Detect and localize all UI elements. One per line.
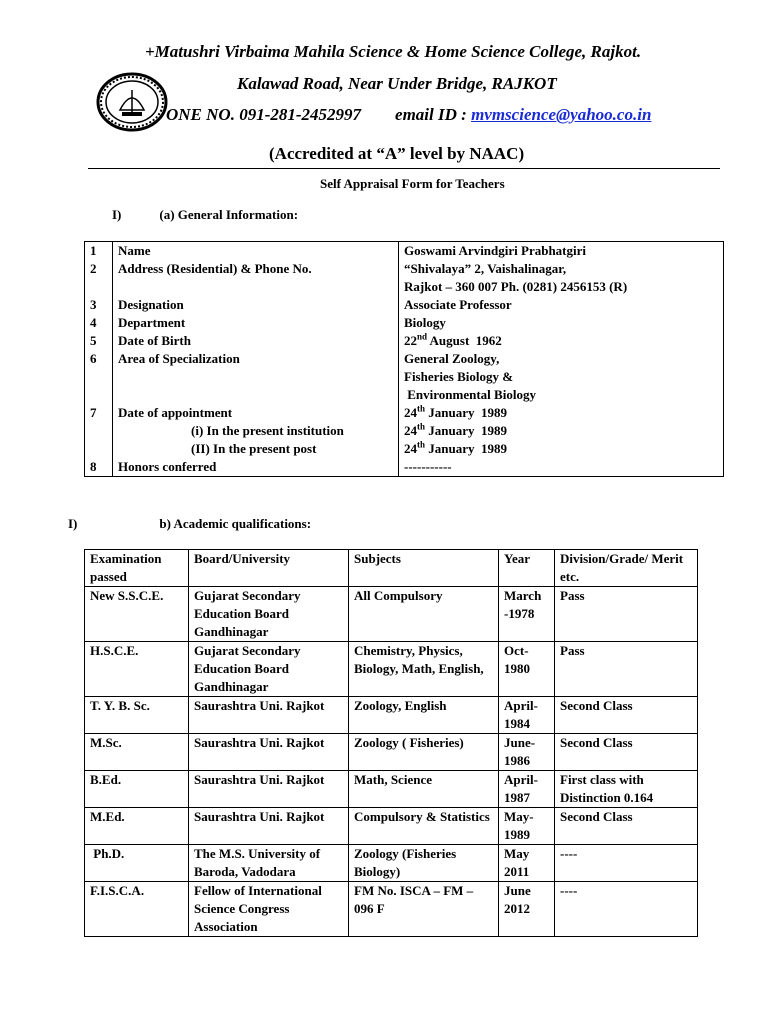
cell-division: ---- [555,882,698,937]
cell-division: Pass [555,587,698,642]
row-label: Designation [113,296,399,314]
row-number: 7 [85,404,113,422]
row-label: Name [113,242,399,261]
cell-subjects: Compulsory & Statistics [349,808,499,845]
row-value: Associate Professor [404,297,512,312]
cell-year: May-1989 [499,808,555,845]
cell-year: Oct-1980 [499,642,555,697]
academic-table [84,549,698,937]
cell-division: Pass [555,642,698,697]
cell-subjects: FM No. ISCA – FM – 096 F [349,882,499,937]
date-suffix: th [417,439,426,450]
table-row [85,808,698,845]
section-number: I) [68,516,78,531]
row-label: (i) In the present institution [113,422,399,440]
cell-board: Gujarat Secondary Education Board Gandhinagar [189,642,349,697]
cell-board: Fellow of International Science Congress Association [189,882,349,937]
row-value [399,440,724,458]
date-rest: January 1989 [425,405,507,420]
row-number: 5 [85,332,113,350]
row-label: Date of Birth [113,332,399,350]
value-line: Rajkot – 360 007 Ph. (0281) 2456153 (R) [404,279,628,294]
general-info-table [84,241,724,477]
date-suffix: th [417,421,426,432]
header-cell: Subjects [349,550,499,587]
row-value [399,404,724,422]
row-number: 6 [85,350,113,404]
row-number: 4 [85,314,113,332]
cell-year: May 2011 [499,845,555,882]
value-line: General Zoology, [404,351,500,366]
cell-board: Saurashtra Uni. Rajkot [189,697,349,734]
table-row [85,882,698,937]
value-line: Environmental Biology [404,387,536,402]
row-value [399,422,724,440]
cell-year: June-1986 [499,734,555,771]
date-rest: January 1989 [425,423,507,438]
table-row [85,296,724,314]
email-link[interactable]: mvmscience@yahoo.co.in [471,105,652,124]
row-label: (II) In the present post [113,440,399,458]
section-title: (a) General Information: [159,207,299,222]
table-row [85,587,698,642]
cell-exam: T. Y. B. Sc. [85,697,189,734]
cell-board: The M.S. University of Baroda, Vadodara [189,845,349,882]
row-number [85,440,113,458]
cell-division: Second Class [555,808,698,845]
cell-division: First class with Distinction 0.164 [555,771,698,808]
value-line: “Shivalaya” 2, Vaishalinagar, [404,261,567,276]
cell-year: April-1984 [499,697,555,734]
cell-subjects: Chemistry, Physics, Biology, Math, English, [349,642,499,697]
cell-exam: M.Ed. [85,808,189,845]
college-name: +Matushri Virbaima Mahila Science & Home Science College, Rajkot. [145,42,642,61]
table-row [85,697,698,734]
row-value: Biology [404,315,446,330]
date-rest: January 1989 [425,441,507,456]
header-cell: Examination passed [85,550,189,587]
row-number: 3 [85,296,113,314]
cell-year: April-1987 [499,771,555,808]
email-label: email ID : [395,105,472,124]
table-row [85,332,724,350]
row-value [399,332,724,350]
section-general-heading [112,207,298,223]
cell-exam: M.Sc. [85,734,189,771]
header-divider [88,168,720,169]
accreditation: (Accredited at “A” level by NAAC) [269,144,525,163]
table-row [85,845,698,882]
table-row [85,734,698,771]
section-number: I) [112,207,122,222]
row-number: 1 [85,242,113,261]
table-header-row [85,550,698,587]
table-row [85,422,724,440]
table-row [85,440,724,458]
cell-division: Second Class [555,697,698,734]
section-academic-heading [68,516,311,532]
cell-exam: F.I.S.C.A. [85,882,189,937]
table-row [85,458,724,477]
college-address: Kalawad Road, Near Under Bridge, RAJKOT [237,74,557,93]
row-number: 2 [85,260,113,296]
cell-exam: Ph.D. [85,845,189,882]
date-suffix: nd [417,331,428,342]
row-number [85,422,113,440]
cell-exam: B.Ed. [85,771,189,808]
contact-line [166,105,651,125]
header-cell: Year [499,550,555,587]
table-row [85,260,724,296]
cell-subjects: Zoology ( Fisheries) [349,734,499,771]
cell-subjects: Math, Science [349,771,499,808]
cell-board: Saurashtra Uni. Rajkot [189,808,349,845]
table-row [85,404,724,422]
date-rest: August 1962 [427,333,502,348]
row-label: Department [113,314,399,332]
cell-exam: H.S.C.E. [85,642,189,697]
cell-subjects: Zoology (Fisheries Biology) [349,845,499,882]
section-title: b) Academic qualifications: [159,516,312,531]
row-label: Address (Residential) & Phone No. [113,260,399,296]
cell-exam: New S.S.C.E. [85,587,189,642]
form-title: Self Appraisal Form for Teachers [320,176,505,191]
cell-subjects: Zoology, English [349,697,499,734]
row-label: Area of Specialization [113,350,399,404]
row-label: Honors conferred [113,458,399,477]
cell-subjects: All Compulsory [349,587,499,642]
table-row [85,771,698,808]
date-day: 24 [404,441,417,456]
cell-division: Second Class [555,734,698,771]
cell-year: March -1978 [499,587,555,642]
cell-division: ---- [555,845,698,882]
table-row [85,242,724,261]
header-cell: Division/Grade/ Merit etc. [555,550,698,587]
row-value [399,260,724,296]
cell-board: Saurashtra Uni. Rajkot [189,734,349,771]
table-row [85,642,698,697]
cell-board: Gujarat Secondary Education Board Gandhinagar [189,587,349,642]
row-label: Date of appointment [113,404,399,422]
table-row [85,314,724,332]
phone-number: ONE NO. 091-281-2452997 [166,105,362,124]
cell-year: June 2012 [499,882,555,937]
date-day: 24 [404,423,417,438]
row-number: 8 [85,458,113,477]
row-value: Goswami Arvindgiri Prabhatgiri [404,243,586,258]
table-row [85,350,724,404]
date-day: 22 [404,333,417,348]
date-suffix: th [417,403,426,414]
date-day: 24 [404,405,417,420]
college-seal-icon [94,72,170,132]
row-value: ----------- [404,459,452,474]
cell-board: Saurashtra Uni. Rajkot [189,771,349,808]
value-line: Fisheries Biology & [404,369,514,384]
header-cell: Board/University [189,550,349,587]
row-value [399,350,724,404]
